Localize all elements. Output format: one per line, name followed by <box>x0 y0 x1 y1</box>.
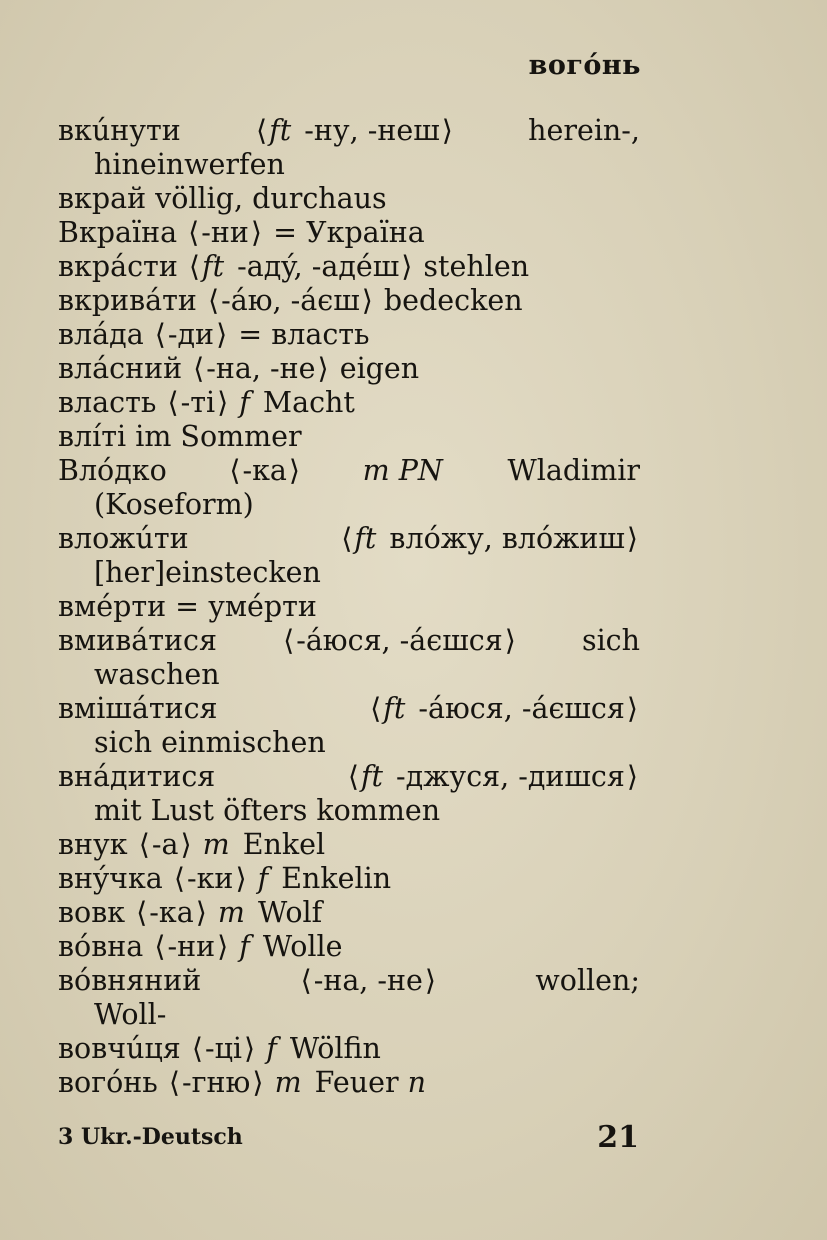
entry-forms <box>346 760 640 794</box>
angle-close: ⟩ <box>424 964 437 997</box>
angle-close: ⟩ <box>217 930 229 963</box>
angle-close: ⟩ <box>288 454 301 487</box>
entry-forms <box>368 692 640 726</box>
angle-close: ⟩ <box>235 862 247 895</box>
entry-continuation: sich einmischen <box>94 726 326 759</box>
entry-line <box>58 250 640 284</box>
dictionary-entry <box>58 216 640 250</box>
entry-gloss: = умéрти <box>175 590 317 623</box>
entry-line <box>58 896 640 930</box>
entry-gloss: völlig, durchaus <box>155 182 387 215</box>
entry-headword: власть <box>58 386 157 419</box>
angle-open: ⟨ <box>138 828 150 861</box>
entry-forms <box>167 1066 266 1099</box>
running-headword: вогóнь <box>528 50 641 81</box>
angle-close: ⟩ <box>626 522 638 555</box>
angle-close: ⟩ <box>401 250 413 283</box>
entry-forms <box>186 216 264 249</box>
entry-gloss: wollen; <box>535 964 640 997</box>
inflection-forms: -гню <box>182 1066 251 1099</box>
entry-continuation: [her]einstecken <box>94 556 321 589</box>
entry-forms <box>187 250 414 283</box>
entry-line <box>58 352 640 386</box>
inflection-forms: -а <box>151 828 179 861</box>
angle-open: ⟨ <box>341 522 353 555</box>
dictionary-entry <box>58 284 640 318</box>
entry-headword: внáдитися <box>58 760 216 793</box>
grammar-marker: ft <box>383 692 406 725</box>
entry-gloss: eigen <box>339 352 420 385</box>
entry-line <box>58 930 640 964</box>
grammar-marker: ft <box>354 522 377 555</box>
entry-forms <box>281 624 518 658</box>
dictionary-entry <box>58 896 640 930</box>
gender-marker: m <box>274 1066 302 1099</box>
entry-headword: вкрай <box>58 182 147 215</box>
dictionary-entry <box>58 114 640 182</box>
entry-gloss: Macht <box>262 386 355 419</box>
entry-gloss: Enkel <box>242 828 326 861</box>
gender-marker: f <box>257 862 269 895</box>
entry-line <box>58 1032 640 1066</box>
dictionary-entry <box>58 182 640 216</box>
entry-gloss: Enkelin <box>281 862 392 895</box>
angle-open: ⟨ <box>283 624 295 657</box>
entry-gloss: Wolf <box>257 896 323 929</box>
angle-close: ⟩ <box>317 352 329 385</box>
angle-open: ⟨ <box>188 216 200 249</box>
angle-open: ⟨ <box>229 454 241 487</box>
entry-forms <box>137 828 194 861</box>
dictionary-entry <box>58 930 640 964</box>
entry-gloss: bedecken <box>383 284 523 317</box>
angle-close: ⟩ <box>626 692 638 725</box>
entry-headword: вовк <box>58 896 126 929</box>
entry-gloss: herein-, <box>528 114 640 147</box>
inflection-forms: -адý, -адéш <box>228 250 400 283</box>
dictionary-entry <box>58 318 640 352</box>
dictionary-entry <box>58 386 640 420</box>
gender-marker: f <box>239 930 250 963</box>
entry-gloss: = Украïна <box>273 216 425 249</box>
gender-marker: f <box>266 1032 277 1065</box>
signature-mark: 3 Ukr.-Deutsch <box>58 1124 243 1150</box>
entry-headword: внук <box>58 828 128 861</box>
inflection-forms: -áюся, -áєшся <box>409 692 625 725</box>
entry-line <box>58 624 640 658</box>
dictionary-entry <box>58 352 640 386</box>
grammar-marker: ft <box>269 114 292 147</box>
angle-open: ⟨ <box>188 250 201 283</box>
entry-headword: вкúнути <box>58 114 181 147</box>
angle-open: ⟨ <box>347 760 359 793</box>
entry-gloss: Wölfin <box>289 1032 381 1065</box>
entry-continuation: hineinwerfen <box>94 148 285 181</box>
entry-forms <box>165 386 230 419</box>
dictionary-entry <box>58 1032 640 1066</box>
inflection-forms: -джуся, -дишся <box>386 760 625 793</box>
entry-headword: вмивáтися <box>58 624 217 657</box>
entry-line <box>58 318 640 352</box>
entry-line <box>58 182 640 216</box>
entry-gloss: = власть <box>238 318 370 351</box>
inflection-forms: -ди <box>167 318 215 351</box>
angle-open: ⟨ <box>136 896 148 929</box>
angle-close: ⟩ <box>195 896 207 929</box>
entry-line <box>58 1066 640 1100</box>
entry-headword: вкривáти <box>58 284 197 317</box>
dictionary-entry <box>58 692 640 760</box>
entry-forms <box>153 318 229 351</box>
angle-close: ⟩ <box>252 1066 264 1099</box>
entry-headword: вкрáсти <box>58 250 178 283</box>
entry-line <box>58 862 640 896</box>
dictionary-entry <box>58 964 640 1032</box>
inflection-forms: -ни <box>201 216 249 249</box>
angle-close: ⟩ <box>217 386 229 419</box>
inflection-forms: -áюся, -áєшся <box>296 624 503 657</box>
dictionary-entry <box>58 590 640 624</box>
dictionary-entry <box>58 624 640 692</box>
entry-line <box>58 828 640 862</box>
entry-continuation: mit Lust öfters kommen <box>94 794 441 827</box>
grammar-marker: ft <box>360 760 383 793</box>
angle-open: ⟨ <box>173 862 185 895</box>
page-number: 21 <box>597 1120 639 1155</box>
entry-line <box>58 522 640 556</box>
entry-line <box>58 590 640 624</box>
entry-forms <box>206 284 375 317</box>
angle-close: ⟩ <box>216 318 228 351</box>
entry-forms <box>172 862 249 895</box>
entry-forms <box>152 930 230 963</box>
dictionary-entry <box>58 420 640 454</box>
entry-gloss: Wolle <box>262 930 343 963</box>
dictionary-entry <box>58 454 640 522</box>
entry-continuation: (Koseform) <box>94 488 254 521</box>
inflection-forms: -ки <box>186 862 234 895</box>
angle-open: ⟨ <box>193 352 205 385</box>
entry-gloss: im Sommer <box>135 420 302 453</box>
dictionary-entries <box>58 114 640 1100</box>
angle-open: ⟨ <box>154 930 166 963</box>
entry-headword: вмішáтися <box>58 692 218 725</box>
angle-close: ⟩ <box>180 828 192 861</box>
inflection-forms: -ну, -неш <box>295 114 440 147</box>
entry-headword: вложúти <box>58 522 189 555</box>
angle-open: ⟨ <box>168 1066 180 1099</box>
entry-headword: вмéрти <box>58 590 167 623</box>
angle-open: ⟨ <box>154 318 166 351</box>
entry-forms <box>254 114 455 148</box>
gender-marker: m <box>202 828 230 861</box>
entry-forms <box>190 1032 257 1065</box>
dictionary-entry <box>58 1066 640 1100</box>
angle-close: ⟩ <box>244 1032 256 1065</box>
dictionary-entry <box>58 522 640 590</box>
grammar-marker: ft <box>202 250 225 283</box>
entry-headword: влáсний <box>58 352 183 385</box>
inflection-forms: -ка <box>242 454 287 487</box>
inflection-forms: -ка <box>149 896 194 929</box>
entry-line <box>58 216 640 250</box>
entry-line <box>58 386 640 420</box>
entry-line <box>58 760 640 794</box>
entry-forms <box>339 522 640 556</box>
entry-gloss: stehlen <box>423 250 530 283</box>
inflection-forms: -ни <box>167 930 216 963</box>
entry-gloss: Feuer <box>314 1066 399 1099</box>
angle-open: ⟨ <box>370 692 382 725</box>
entry-line <box>58 454 640 488</box>
entry-line <box>58 692 640 726</box>
dictionary-entry <box>58 760 640 828</box>
entry-forms <box>299 964 438 998</box>
entry-headword: Влóдко <box>58 454 167 487</box>
entry-forms <box>134 896 209 929</box>
angle-close: ⟩ <box>361 284 373 317</box>
gender-marker: f <box>239 386 250 419</box>
dictionary-entry <box>58 828 640 862</box>
entry-gloss: Wladimir <box>507 454 640 487</box>
entry-line <box>58 114 640 148</box>
angle-open: ⟨ <box>256 114 268 147</box>
angle-open: ⟨ <box>207 284 220 317</box>
gender-marker: m <box>217 896 245 929</box>
entry-headword: вóвняний <box>58 964 202 997</box>
entry-forms <box>191 352 330 385</box>
dictionary-entry <box>58 862 640 896</box>
angle-close: ⟩ <box>504 624 516 657</box>
entry-line <box>58 284 640 318</box>
entry-gloss: sich <box>581 624 640 657</box>
entry-continuation: Woll- <box>94 998 167 1031</box>
entry-continuation: waschen <box>94 658 220 691</box>
entry-line <box>58 964 640 998</box>
entry-headword: влíті <box>58 420 127 453</box>
entry-forms <box>227 454 302 488</box>
angle-open: ⟨ <box>191 1032 203 1065</box>
angle-close: ⟩ <box>250 216 263 249</box>
inflection-forms: влóжу, влóжиш <box>380 522 625 555</box>
dictionary-entry <box>58 250 640 284</box>
entry-headword: Вкраïна <box>58 216 178 249</box>
gender-marker: n <box>407 1066 427 1099</box>
inflection-forms: -ці <box>204 1032 243 1065</box>
angle-open: ⟨ <box>167 386 179 419</box>
entry-headword: вóвна <box>58 930 144 963</box>
entry-line <box>58 420 640 454</box>
inflection-forms: -на, -не <box>206 352 316 385</box>
inflection-forms: -áю, -áєш <box>221 284 360 317</box>
inflection-forms: -ті <box>180 386 216 419</box>
entry-headword: влáда <box>58 318 144 351</box>
angle-close: ⟩ <box>626 760 638 793</box>
angle-open: ⟨ <box>300 964 312 997</box>
entry-headword: внýчка <box>58 862 163 895</box>
entry-headword: вогóнь <box>58 1066 158 1099</box>
gender-marker: m PN <box>362 454 443 487</box>
inflection-forms: -на, -не <box>313 964 423 997</box>
entry-headword: вовчúця <box>58 1032 181 1065</box>
angle-close: ⟩ <box>441 114 453 147</box>
